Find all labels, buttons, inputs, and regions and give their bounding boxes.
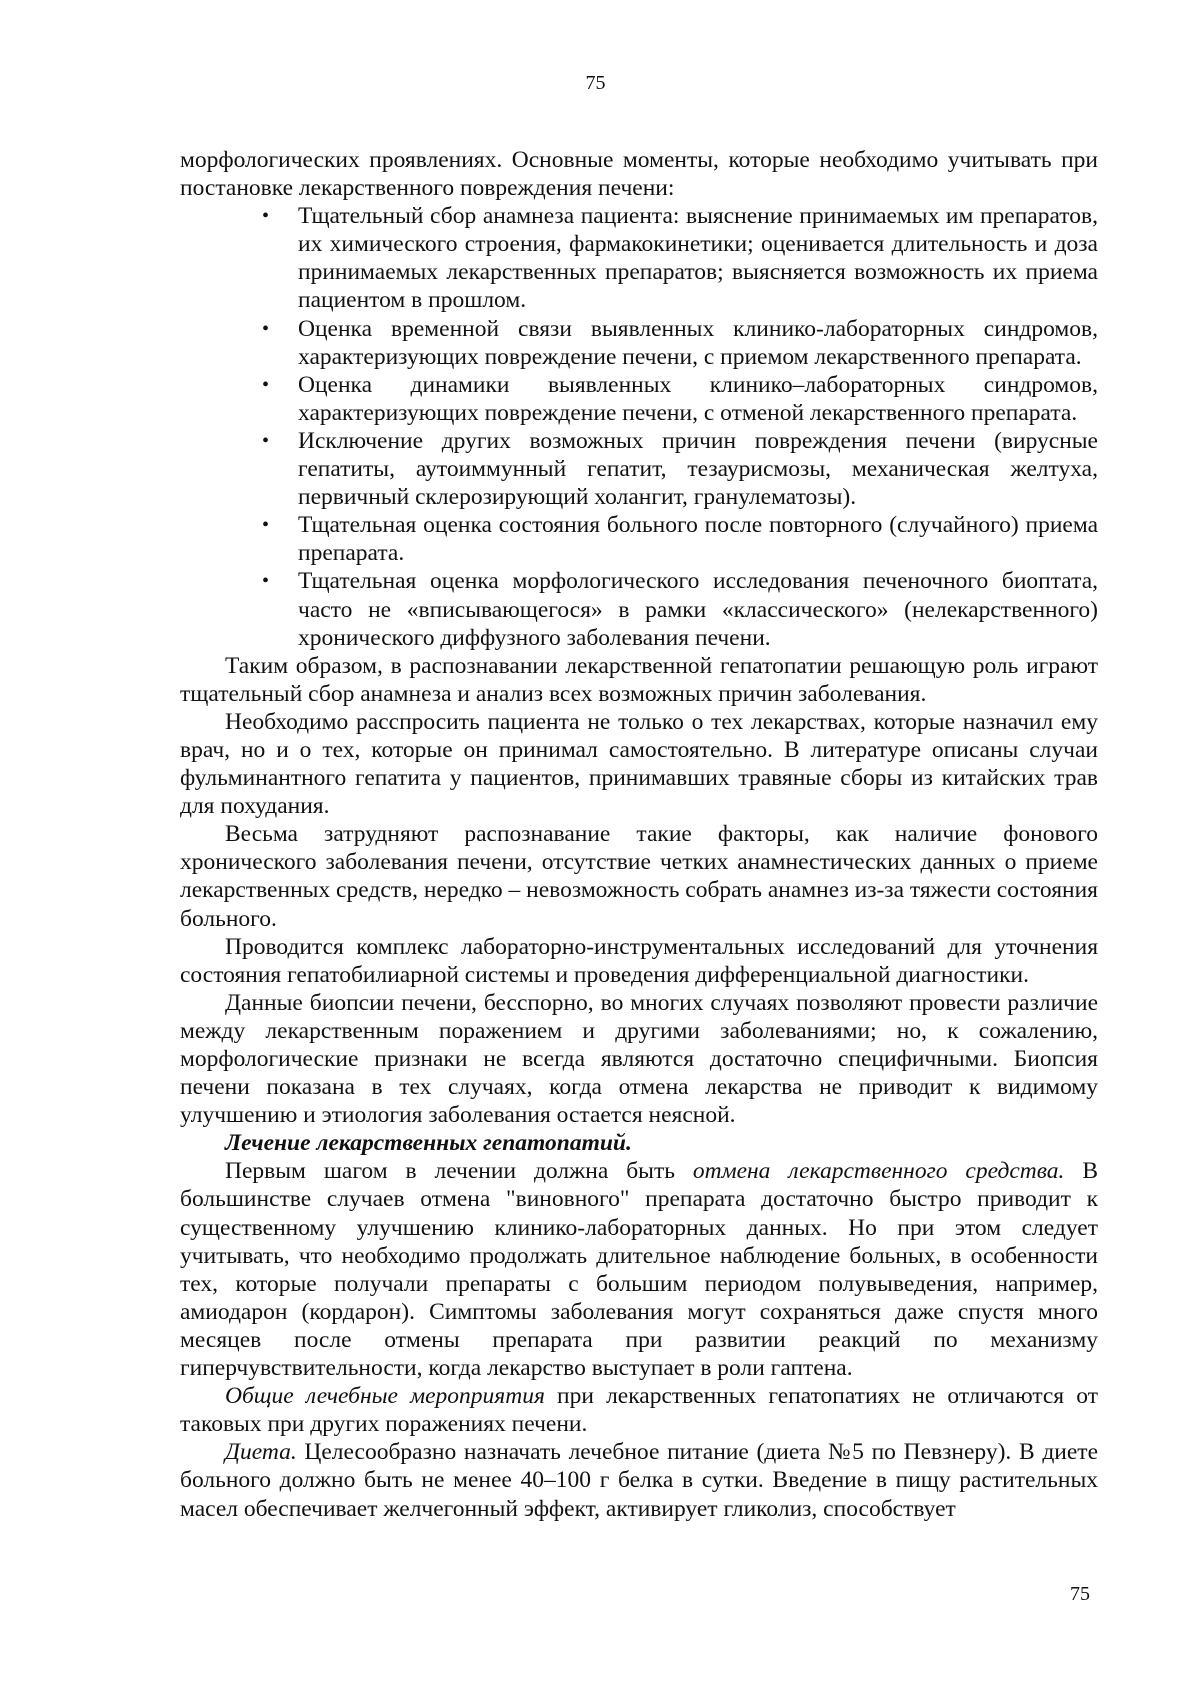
body-paragraph: Весьма затрудняют распознавание такие факторы, как наличие фонового хронического заболевания печени, отсутствие четких анамнестических данных о приеме лекарственных средств, нередко – невозможность собрать анамнез из-за тяжести состояния больного. bbox=[180, 821, 1098, 932]
general-measures-text: при лекарственных гепатопатиях не отличаются от таковых при других поражениях печени. bbox=[180, 1383, 1098, 1438]
treatment-rest: В большинстве случаев отмена "виновного" препарата достаточно быстро приводит к существенному улучшению клинико-лабораторных данных. Но при этом следует учитывать, что необходимо продолжать длительное наблюдение больных, в особенности тех, которые получали препараты с большим периодом полувыведения, например, амиодарон (кордарон). Симптомы заболевания могут сохраняться даже спустя много месяцев после отмены препарата при развитии реакций по механизму гиперчувствительности, когда лекарство выступает в роли гаптена. bbox=[180, 1158, 1098, 1382]
body-paragraph: Проводится комплекс лабораторно-инструментальных исследований для уточнения состояния гепатобилиарной системы и проведения дифференциальной диагностики. bbox=[180, 933, 1098, 988]
list-item bbox=[180, 202, 1098, 314]
list-item bbox=[180, 315, 1098, 371]
list-item-text: Тщательная оценка состояния больного после повторного (случайного) приема препарата. bbox=[298, 512, 1098, 567]
list-item-text: Оценка динамики выявленных клинико–лабораторных синдромов, характеризующих повреждение печени, с отменой лекарственного препарата. bbox=[298, 371, 1098, 426]
treatment-paragraph bbox=[180, 1157, 1098, 1382]
page-number-top: 75 bbox=[585, 72, 606, 94]
body-paragraph: Необходимо расспросить пациента не только о тех лекарствах, которые назначил ему врач, но и о тех, которые он принимал самостоятельно. В литературе описаны случаи фульминантного гепатита у пациентов, принимавших травяные сборы из китайских трав для похудания. bbox=[180, 708, 1098, 820]
list-item-text: Оценка временной связи выявленных клинико-лабораторных синдромов, характеризующих повреждение печени, с приемом лекарственного препарата. bbox=[298, 315, 1098, 370]
bullet-icon: • bbox=[262, 205, 270, 228]
list-item-text: Тщательный сбор анамнеза пациента: выяснение принимаемых им препаратов, их химического строения, фармакокинетики; оценивается длительность и доза принимаемых лекарственных препаратов; выясняется возможность их приема пациентом в прошлом. bbox=[298, 203, 1098, 314]
body-paragraph: Таким образом, в распознавании лекарственной гепатопатии решающую роль играют тщательный сбор анамнеза и анализ всех возможных причин заболевания. bbox=[180, 652, 1098, 707]
list-item bbox=[180, 511, 1098, 567]
document-body bbox=[180, 146, 1098, 1523]
bullet-icon: • bbox=[262, 429, 270, 452]
page-number-bottom: 75 bbox=[1070, 1583, 1090, 1605]
list-item-text: Исключение других возможных причин повреждения печени (вирусные гепатиты, аутоиммунный гепатит, тезаурисмозы, механическая желтуха, первичный склерозирующий холангит, гранулематозы). bbox=[298, 427, 1098, 511]
bullet-icon: • bbox=[262, 373, 270, 396]
diet-text: Целесообразно назначать лечебное питание (диета №5 по Певзнеру). В диете больного должно быть не менее 40–100 г белка в сутки. Введение в пищу растительных масел обеспечивает желчегонный эффект, активирует гликолиз, способствует bbox=[180, 1439, 1098, 1522]
list-item bbox=[180, 567, 1098, 651]
criteria-list bbox=[180, 202, 1098, 652]
list-item bbox=[180, 371, 1098, 427]
general-measures-paragraph bbox=[180, 1382, 1098, 1438]
bullet-icon: • bbox=[262, 514, 270, 537]
treatment-lead: Первым шагом в лечении должна быть bbox=[225, 1158, 693, 1185]
body-paragraph: Данные биопсии печени, бесспорно, во многих случаях позволяют провести различие между лекарственным поражением и другими заболеваниями; но, к сожалению, морфологические признаки не всегда являются достаточно специфичными. Биопсия печени показана в тех случаях, когда отмена лекарства не приводит к видимому улучшению и этиология заболевания остается неясной. bbox=[180, 989, 1098, 1129]
bullet-icon: • bbox=[262, 317, 270, 340]
treatment-emphasis: отмена лекарственного средства. bbox=[692, 1158, 1065, 1185]
intro-paragraph: морфологических проявлениях. Основные моменты, которые необходимо учитывать при постановке лекарственного повреждения печени: bbox=[180, 147, 1098, 202]
list-item-text: Тщательная оценка морфологического исследования печеночного биоптата, часто не «вписывающегося» в рамки «классического» (нелекарственного) хронического диффузного заболевания печени. bbox=[298, 568, 1098, 651]
diet-paragraph bbox=[180, 1438, 1098, 1522]
list-item bbox=[180, 427, 1098, 511]
section-heading: Лечение лекарственных гепатопатий. bbox=[225, 1130, 632, 1157]
general-measures-term: Общие лечебные мероприятия bbox=[225, 1383, 545, 1410]
diet-term: Диета. bbox=[225, 1439, 297, 1466]
bullet-icon: • bbox=[262, 570, 270, 593]
